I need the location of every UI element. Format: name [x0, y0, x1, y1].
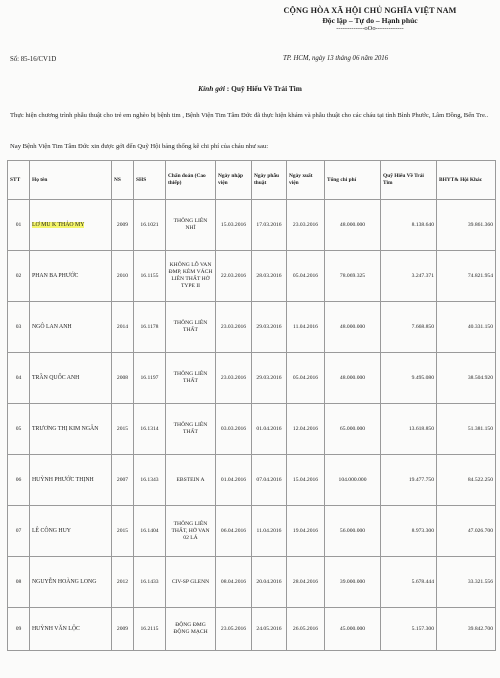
row-total: 39.000.000 [325, 557, 381, 608]
row-shs: 16.1178 [134, 302, 166, 353]
row-ns: 2015 [112, 404, 134, 455]
header-cell: BHYT& Hội Khác [437, 161, 496, 200]
row-fund: 9.495.080 [381, 353, 437, 404]
row-discharge: 05.04.2016 [287, 353, 325, 404]
row-stt: 06 [8, 455, 30, 506]
row-total: 48.000.000 [325, 200, 381, 251]
header-cell: STT [8, 161, 30, 200]
row-diagnosis: THÔNG LIÊN THẤT [166, 353, 216, 404]
table-row [8, 302, 496, 353]
table-row [8, 353, 496, 404]
row-other: 51.381.150 [437, 404, 496, 455]
header-cell: NS [112, 161, 134, 200]
row-ns: 2012 [112, 557, 134, 608]
row-fund: 19.477.750 [381, 455, 437, 506]
row-name: LÊ CÔNG HUY [30, 506, 112, 557]
row-total: 78.069.325 [325, 251, 381, 302]
row-stt: 07 [8, 506, 30, 557]
row-discharge: 15.04.2016 [287, 455, 325, 506]
row-discharge: 11.04.2016 [287, 302, 325, 353]
row-name: TRƯƠNG THỊ KIM NGÂN [30, 404, 112, 455]
row-total: 45.000.000 [325, 608, 381, 651]
row-admit: 03.03.2016 [216, 404, 252, 455]
row-total: 104.000.000 [325, 455, 381, 506]
greeting-line [0, 84, 500, 93]
row-fund: 8.973.300 [381, 506, 437, 557]
table-header-row [8, 161, 496, 200]
recipient: : Quỹ Hiểu Về Trái Tim [226, 84, 302, 93]
row-diagnosis: THÔNG LIÊN THẤT [166, 404, 216, 455]
row-diagnosis: CIV-SP GLENN [166, 557, 216, 608]
row-stt: 04 [8, 353, 30, 404]
table-row [8, 404, 496, 455]
row-shs: 16.1021 [134, 200, 166, 251]
row-shs: 16.2115 [134, 608, 166, 651]
header-cell: Ngày xuất viện [287, 161, 325, 200]
row-name: PHAN BA PHƯỚC [30, 251, 112, 302]
row-diagnosis: KHÔNG LỖ VAN ĐMP, KÈM VÁCH LIÊN THẤT HỞ TYPE II [166, 251, 216, 302]
row-stt: 02 [8, 251, 30, 302]
row-stt: 09 [8, 608, 30, 651]
row-shs: 16.1343 [134, 455, 166, 506]
row-shs: 16.1433 [134, 557, 166, 608]
row-ns: 2009 [112, 200, 134, 251]
intro-paragraph: Thực hiện chương trình phẫu thuật cho trẻ em nghèo bị bệnh tim , Bệnh Viện Tim Tâm Đức đã thực hiện khám và phẫu thuật cho các cháu tại tỉnh Bình Phước, Lâm Đồng, Bến Tre.. [10, 112, 489, 119]
row-total: 56.000.000 [325, 506, 381, 557]
header-cell: Ngày nhập viện [216, 161, 252, 200]
row-name: TRẦN QUỐC ANH [30, 353, 112, 404]
row-ns: 2010 [112, 251, 134, 302]
row-surgery: 28.03.2016 [252, 251, 287, 302]
table-row [8, 506, 496, 557]
row-diagnosis: EBSTEIN A [166, 455, 216, 506]
row-admit: 08.04.2016 [216, 557, 252, 608]
row-admit: 23.05.2016 [216, 608, 252, 651]
row-name: NGÔ LAN ANH [30, 302, 112, 353]
row-fund: 5.678.444 [381, 557, 437, 608]
header-cell: Tổng chi phí [325, 161, 381, 200]
cost-table [7, 160, 496, 651]
highlighted-name: LƠ MU K THẢO MY [32, 222, 85, 228]
statement-paragraph: Nay Bệnh Viện Tim Tâm Đức xin được gởi đến Quỹ Hội bảng thống kê chi phí của cháu như sau: [10, 143, 269, 150]
row-name: HUỲNH VĂN LỘC [30, 608, 112, 651]
row-total: 48.000.000 [325, 353, 381, 404]
row-other: 39.861.360 [437, 200, 496, 251]
table-row [8, 200, 496, 251]
row-discharge: 05.04.2016 [287, 251, 325, 302]
row-discharge: 19.04.2016 [287, 506, 325, 557]
national-title: CỘNG HÒA XÃ HỘI CHỦ NGHĨA VIỆT NAM [283, 6, 457, 15]
greeting-label: Kính gởi [198, 84, 225, 93]
row-total: 65.000.000 [325, 404, 381, 455]
row-ns: 2014 [112, 302, 134, 353]
row-diagnosis: THÔNG LIÊN THẤT, HỞ VAN 02 LÁ [166, 506, 216, 557]
row-other: 47.026.700 [437, 506, 496, 557]
row-diagnosis: ĐỘNG ĐMG ĐỘNG MẠCH [166, 608, 216, 651]
header-cell: Chẩn đoán (Cao thiếp) [166, 161, 216, 200]
row-fund: 13.618.850 [381, 404, 437, 455]
row-discharge: 23.03.2016 [287, 200, 325, 251]
table-row [8, 557, 496, 608]
row-surgery: 20.04.2016 [252, 557, 287, 608]
row-discharge: 28.04.2016 [287, 557, 325, 608]
row-diagnosis: THÔNG LIÊN NHĨ [166, 200, 216, 251]
row-name: HUỲNH PHƯỚC THỊNH [30, 455, 112, 506]
row-surgery: 11.04.2016 [252, 506, 287, 557]
row-discharge: 12.04.2016 [287, 404, 325, 455]
header-cell: Ngày phẫu thuật [252, 161, 287, 200]
row-other: 84.522.250 [437, 455, 496, 506]
row-admit: 01.04.2016 [216, 455, 252, 506]
row-name: NGUYỄN HOÀNG LONG [30, 557, 112, 608]
row-fund: 8.138.640 [381, 200, 437, 251]
table-row [8, 455, 496, 506]
header-separator: -------------oOo------------- [336, 25, 404, 32]
row-fund: 7.668.850 [381, 302, 437, 353]
row-other: 38.504.920 [437, 353, 496, 404]
row-fund: 3.247.371 [381, 251, 437, 302]
document-number: Số: 85-16/CV1D [10, 56, 57, 63]
row-admit: 23.03.2016 [216, 353, 252, 404]
row-stt: 05 [8, 404, 30, 455]
row-surgery: 29.03.2016 [252, 302, 287, 353]
row-shs: 16.1314 [134, 404, 166, 455]
table-row [8, 608, 496, 651]
row-admit: 15.03.2016 [216, 200, 252, 251]
row-surgery: 29.03.2016 [252, 353, 287, 404]
row-ns: 2008 [112, 353, 134, 404]
place-date: TP. HCM, ngày 13 tháng 06 năm 2016 [283, 55, 389, 62]
row-ns: 2009 [112, 608, 134, 651]
row-name [30, 200, 112, 251]
row-other: 39.842.700 [437, 608, 496, 651]
row-surgery: 01.04.2016 [252, 404, 287, 455]
row-fund: 5.157.300 [381, 608, 437, 651]
row-stt: 03 [8, 302, 30, 353]
row-shs: 16.1197 [134, 353, 166, 404]
row-admit: 06.04.2016 [216, 506, 252, 557]
row-admit: 22.03.2016 [216, 251, 252, 302]
row-other: 74.821.954 [437, 251, 496, 302]
row-surgery: 07.04.2016 [252, 455, 287, 506]
row-shs: 16.1404 [134, 506, 166, 557]
row-admit: 23.03.2016 [216, 302, 252, 353]
row-surgery: 17.03.2016 [252, 200, 287, 251]
row-ns: 2007 [112, 455, 134, 506]
row-stt: 08 [8, 557, 30, 608]
header-cell: Quỹ Hiểu Về Trái Tim [381, 161, 437, 200]
row-ns: 2015 [112, 506, 134, 557]
motto: Độc lập – Tự do – Hạnh phúc [322, 16, 418, 25]
header-cell: SHS [134, 161, 166, 200]
row-other: 33.321.556 [437, 557, 496, 608]
row-other: 40.331.150 [437, 302, 496, 353]
row-surgery: 24.05.2016 [252, 608, 287, 651]
row-diagnosis: THÔNG LIÊN THẤT [166, 302, 216, 353]
row-shs: 16.1155 [134, 251, 166, 302]
row-stt: 01 [8, 200, 30, 251]
header-cell: Họ tên [30, 161, 112, 200]
table-row [8, 251, 496, 302]
row-total: 48.000.000 [325, 302, 381, 353]
national-header [250, 6, 490, 32]
row-discharge: 26.05.2016 [287, 608, 325, 651]
